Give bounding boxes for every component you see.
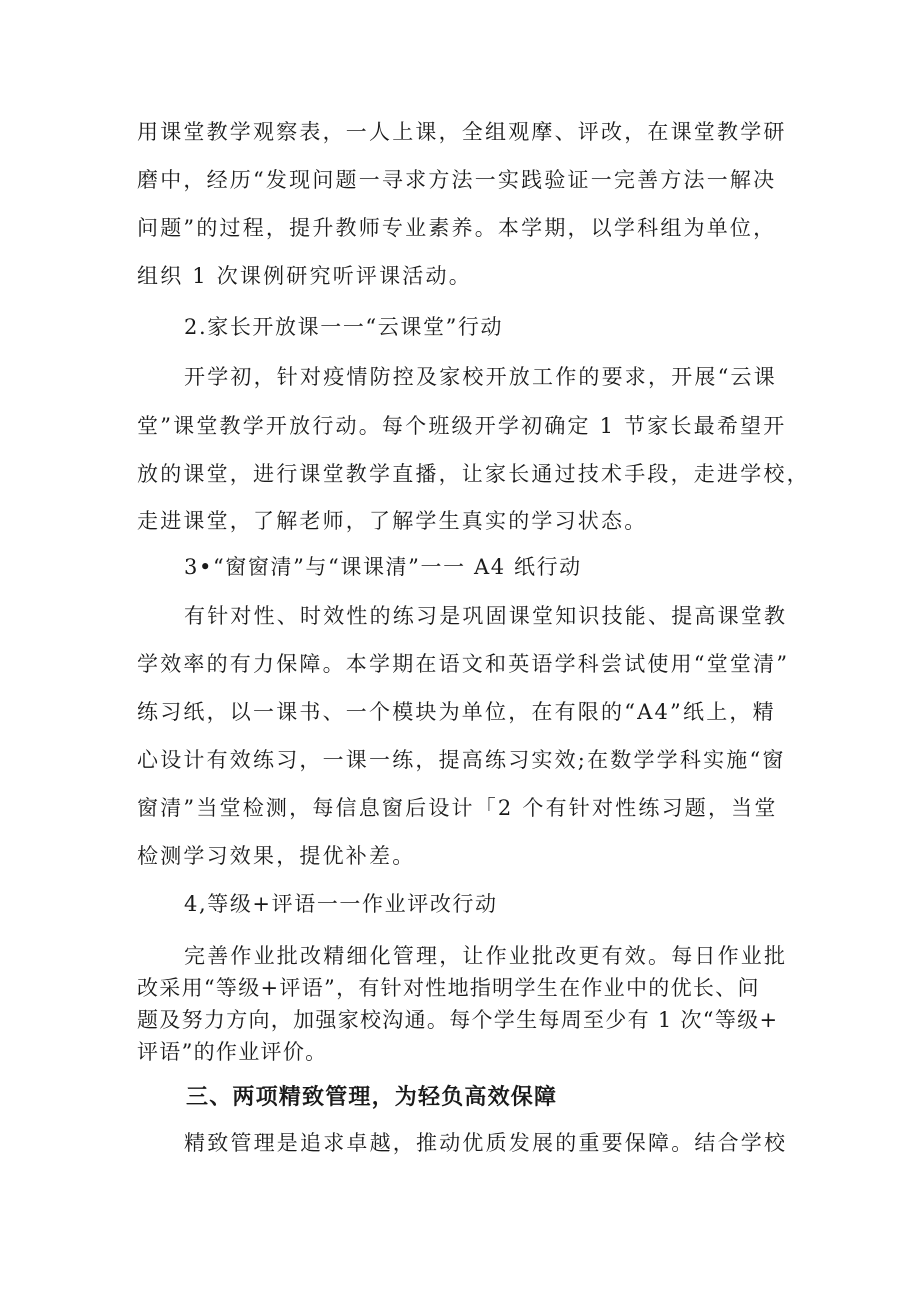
paragraph-1-line-4: 组织 1 次课例研究听评课活动。 bbox=[137, 264, 472, 288]
paragraph-2-line-2: 堂”课堂教学开放行动。每个班级开学初确定 1 节家长最希望开 bbox=[137, 414, 787, 438]
paragraph-2-line-1: 开学初，针对疫情防控及家校开放工作的要求，开展“云课 bbox=[184, 365, 777, 389]
section-heading: 三、两项精致管理，为轻负高效保障 bbox=[186, 1085, 558, 1110]
paragraph-4-line-3: 题及努力方向，加强家校沟通。每个学生每周至少有 1 次“等级+ bbox=[137, 1008, 779, 1032]
subheading-2: 2.家长开放课一一“云课堂”行动 bbox=[184, 315, 504, 339]
paragraph-2-line-4: 走进课堂，了解老师，了解学生真实的学习状态。 bbox=[137, 509, 648, 533]
paragraph-1-line-3: 问题”的过程，提升教师专业素养。本学期，以学科组为单位， bbox=[137, 216, 777, 240]
paragraph-2-line-3: 放的课堂，进行课堂教学直播，让家长通过技术手段，走进学校， bbox=[137, 462, 810, 486]
subheading-4: 4,等级+评语一一作业评改行动 bbox=[184, 892, 498, 916]
subheading-3: 3•“窗窗清”与“课课清”一一 A4 纸行动 bbox=[184, 555, 582, 579]
paragraph-3-line-3: 练习纸，以一课书、一个模块为单位，在有限的“A4”纸上，精 bbox=[137, 700, 776, 724]
paragraph-3-line-4: 心设计有效练习，一课一练，提高练习实效;在数学学科实施“窗 bbox=[137, 748, 786, 772]
paragraph-4-line-1: 完善作业批改精细化管理，让作业批改更有效。每日作业批 bbox=[184, 944, 788, 968]
paragraph-1-line-2: 磨中，经历“发现问题一寻求方法一实践验证一完善方法一解决 bbox=[137, 168, 777, 192]
paragraph-3-line-5: 窗清”当堂检测，每信息窗后设计「2 个有针对性练习题，当堂 bbox=[137, 796, 778, 820]
paragraph-3-line-6: 检测学习效果，提优补差。 bbox=[137, 844, 416, 868]
paragraph-4-line-2: 改采用“等级+评语”，有针对性地指明学生在作业中的优长、问 bbox=[137, 976, 760, 1000]
paragraph-3-line-1: 有针对性、时效性的练习是巩固课堂知识技能、提高课堂教 bbox=[184, 604, 788, 628]
paragraph-4-line-4: 评语”的作业评价。 bbox=[137, 1040, 328, 1064]
paragraph-1-line-1: 用课堂教学观察表，一人上课，全组观摩、评改，在课堂教学研 bbox=[137, 120, 787, 144]
paragraph-3-line-2: 学效率的有力保障。本学期在语文和英语学科尝试使用“堂堂清” bbox=[137, 652, 790, 676]
paragraph-5-line-1: 精致管理是追求卓越，推动优质发展的重要保障。结合学校 bbox=[184, 1131, 788, 1155]
